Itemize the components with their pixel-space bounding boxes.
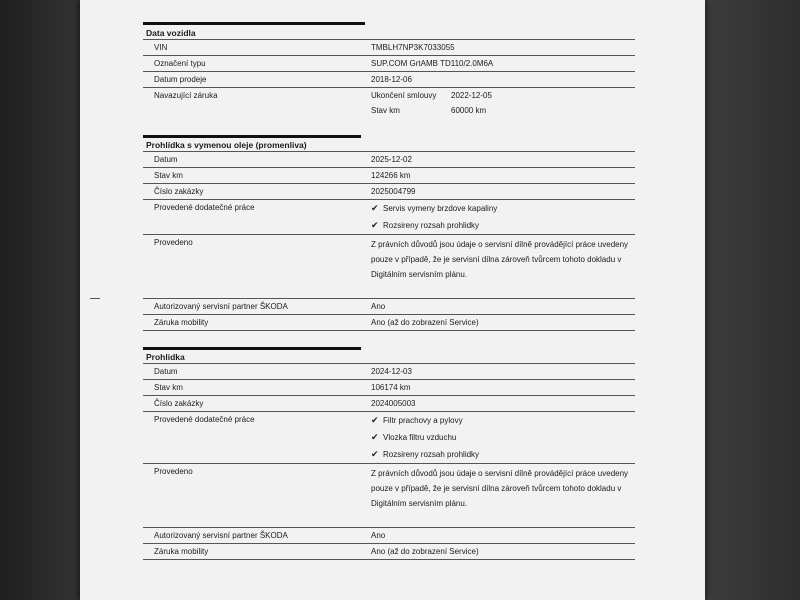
- row-date: [143, 152, 635, 168]
- section-bar: [143, 135, 361, 138]
- label-sale-date: Datum prodeje: [154, 75, 207, 84]
- check-icon: ✔: [371, 432, 379, 442]
- value-km: 124266 km: [371, 171, 411, 180]
- value-sale-date: 2018-12-06: [371, 75, 412, 84]
- row-order: [143, 184, 635, 200]
- section-inspection-oil: [143, 135, 635, 331]
- label-performed: Provedeno: [154, 467, 193, 476]
- warranty-end: [371, 88, 635, 103]
- row-date: [143, 364, 635, 380]
- section-title: Data vozidla: [146, 28, 196, 38]
- performed-text: Z právních důvodů jsou údaje o servisní dílně provádějící práce uvedeny pouze v případě, že je servisní dílna zároveň tvůrcem tohoto dokladu v Digitálním servisním plánu.: [371, 240, 629, 279]
- extra-work-item: [371, 429, 635, 446]
- margin-mark: [90, 298, 100, 299]
- row-mobility: [143, 315, 635, 331]
- value-km: 106174 km: [371, 383, 411, 392]
- label-order: Číslo zakázky: [154, 187, 204, 196]
- label-partner: Autorizovaný servisní partner ŠKODA: [154, 302, 288, 311]
- row-follow-warranty: [143, 88, 635, 118]
- row-performed: [143, 464, 635, 528]
- row-vin: [143, 40, 635, 56]
- section-bar: [143, 347, 361, 350]
- value-date: 2025-12-02: [371, 155, 412, 164]
- row-partner: [143, 299, 635, 315]
- extra-work-list: [371, 200, 635, 234]
- label-performed: Provedeno: [154, 238, 193, 247]
- performed-text: Z právních důvodů jsou údaje o servisní dílně provádějící práce uvedeny pouze v případě, že je servisní dílna zároveň tvůrcem tohoto dokladu v Digitálním servisním plánu.: [371, 469, 629, 508]
- value-order: 2024005003: [371, 399, 416, 408]
- extra-work-list: [371, 412, 635, 463]
- extra-work-text: Rozsireny rozsah prohlidky: [383, 221, 480, 230]
- value-order: 2025004799: [371, 187, 416, 196]
- extra-work-text: Filtr prachovy a pylovy: [383, 416, 463, 425]
- check-icon: ✔: [371, 415, 379, 425]
- row-performed: [143, 235, 635, 299]
- row-mobility: [143, 544, 635, 560]
- section-title: Prohlídka s vymenou oleje (promenliva): [146, 140, 307, 150]
- label-type: Označení typu: [154, 59, 206, 68]
- section-inspection: [143, 347, 635, 560]
- warranty-end-value: 2022-12-05: [451, 91, 492, 100]
- value-partner: Ano: [371, 302, 386, 311]
- row-km: [143, 168, 635, 184]
- extra-work-item: [371, 200, 635, 217]
- row-km: [143, 380, 635, 396]
- extra-work-item: [371, 412, 635, 429]
- label-km: Stav km: [154, 383, 183, 392]
- label-vin: VIN: [154, 43, 168, 52]
- extra-work-item: [371, 217, 635, 234]
- row-sale-date: [143, 72, 635, 88]
- row-order: [143, 396, 635, 412]
- label-partner: Autorizovaný servisní partner ŠKODA: [154, 531, 288, 540]
- row-extra-work: [143, 412, 635, 464]
- row-type: [143, 56, 635, 72]
- extra-work-item: [371, 446, 635, 463]
- warranty-km-value: 60000 km: [451, 106, 487, 115]
- check-icon: ✔: [371, 220, 379, 230]
- section-vehicle-data: [143, 22, 635, 118]
- warranty-km: [371, 103, 635, 118]
- extra-work-text: Vlozka filtru vzduchu: [383, 433, 457, 442]
- row-extra-work: [143, 200, 635, 235]
- check-icon: ✔: [371, 203, 379, 213]
- background-left: [0, 0, 80, 600]
- label-km: Stav km: [154, 171, 183, 180]
- value-follow-warranty: [371, 88, 635, 118]
- section-bar: [143, 22, 365, 25]
- warranty-km-label: Stav km: [371, 106, 400, 115]
- check-icon: ✔: [371, 449, 379, 459]
- row-partner: [143, 528, 635, 544]
- warranty-end-label: Ukončení smlouvy: [371, 91, 437, 100]
- value-mobility: Ano (až do zobrazení Service): [371, 318, 479, 327]
- label-extra-work: Provedené dodatečné práce: [154, 203, 255, 212]
- background-right: [705, 0, 800, 600]
- value-type: SUP.COM GrtAMB TD110/2.0M6A: [371, 59, 494, 68]
- label-extra-work: Provedené dodatečné práce: [154, 415, 255, 424]
- label-order: Číslo zakázky: [154, 399, 204, 408]
- value-vin: TMBLH7NP3K7033055: [371, 43, 455, 52]
- label-mobility: Záruka mobility: [154, 318, 209, 327]
- extra-work-text: Rozsireny rozsah prohlidky: [383, 450, 480, 459]
- section-title: Prohlidka: [146, 352, 185, 362]
- label-follow-warranty: Navazující záruka: [154, 91, 218, 100]
- label-date: Datum: [154, 155, 178, 164]
- label-mobility: Záruka mobility: [154, 547, 209, 556]
- value-partner: Ano: [371, 531, 386, 540]
- label-date: Datum: [154, 367, 178, 376]
- value-date: 2024-12-03: [371, 367, 412, 376]
- extra-work-text: Servis vymeny brzdove kapaliny: [383, 204, 498, 213]
- value-mobility: Ano (až do zobrazení Service): [371, 547, 479, 556]
